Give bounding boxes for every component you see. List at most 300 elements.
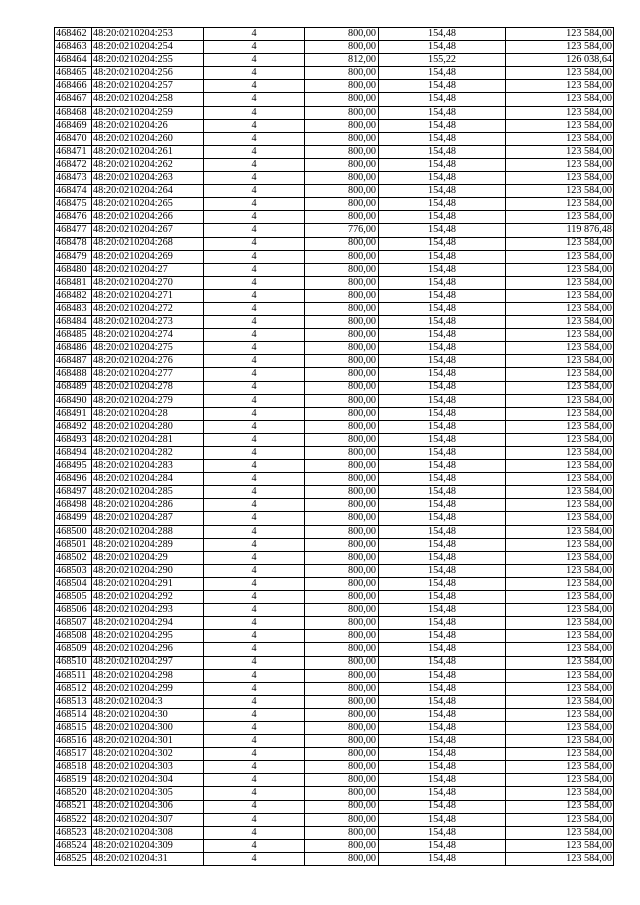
table-row (55, 381, 614, 394)
table-row (55, 708, 614, 721)
rate-cell: 154,48 (379, 381, 506, 394)
total-value-cell: 123 584,00 (506, 551, 614, 564)
category-cell: 4 (204, 316, 305, 329)
record-id-cell: 468473 (55, 172, 92, 185)
cadastral-number-cell: 48:20:0210204:31 (92, 852, 204, 865)
cadastral-number-cell: 48:20:0210204:282 (92, 447, 204, 460)
category-cell: 4 (204, 368, 305, 381)
record-id-cell: 468481 (55, 276, 92, 289)
category-cell: 4 (204, 787, 305, 800)
rate-cell: 154,48 (379, 407, 506, 420)
total-value-cell: 123 584,00 (506, 394, 614, 407)
table-row (55, 329, 614, 342)
rate-cell: 154,48 (379, 132, 506, 145)
total-value-cell: 123 584,00 (506, 604, 614, 617)
category-cell: 4 (204, 237, 305, 250)
total-value-cell: 123 584,00 (506, 800, 614, 813)
table-row (55, 577, 614, 590)
total-value-cell: 123 584,00 (506, 250, 614, 263)
table-row (55, 839, 614, 852)
cadastral-number-cell: 48:20:0210204:309 (92, 839, 204, 852)
category-cell: 4 (204, 67, 305, 80)
table-row (55, 276, 614, 289)
cadastral-number-cell: 48:20:0210204:254 (92, 41, 204, 54)
record-id-cell: 468490 (55, 394, 92, 407)
area-cell: 800,00 (305, 250, 379, 263)
area-cell: 800,00 (305, 852, 379, 865)
rate-cell: 154,48 (379, 355, 506, 368)
rate-cell: 154,48 (379, 774, 506, 787)
record-id-cell: 468497 (55, 486, 92, 499)
record-id-cell: 468518 (55, 761, 92, 774)
table-row (55, 695, 614, 708)
rate-cell: 154,48 (379, 813, 506, 826)
cadastral-number-cell: 48:20:0210204:265 (92, 198, 204, 211)
rate-cell: 154,48 (379, 656, 506, 669)
record-id-cell: 468494 (55, 447, 92, 460)
category-cell: 4 (204, 460, 305, 473)
table-row (55, 682, 614, 695)
rate-cell: 154,48 (379, 237, 506, 250)
area-cell: 800,00 (305, 316, 379, 329)
table-row (55, 289, 614, 302)
area-cell: 800,00 (305, 41, 379, 54)
category-cell: 4 (204, 813, 305, 826)
category-cell: 4 (204, 198, 305, 211)
record-id-cell: 468520 (55, 787, 92, 800)
rate-cell: 154,48 (379, 420, 506, 433)
record-id-cell: 468486 (55, 342, 92, 355)
record-id-cell: 468519 (55, 774, 92, 787)
total-value-cell: 123 584,00 (506, 564, 614, 577)
table-row (55, 617, 614, 630)
total-value-cell: 123 584,00 (506, 329, 614, 342)
rate-cell: 154,48 (379, 433, 506, 446)
record-id-cell: 468477 (55, 224, 92, 237)
area-cell: 800,00 (305, 538, 379, 551)
total-value-cell: 123 584,00 (506, 368, 614, 381)
category-cell: 4 (204, 355, 305, 368)
record-id-cell: 468517 (55, 748, 92, 761)
record-id-cell: 468491 (55, 407, 92, 420)
table-row (55, 643, 614, 656)
record-id-cell: 468484 (55, 316, 92, 329)
rate-cell: 155,22 (379, 54, 506, 67)
category-cell: 4 (204, 250, 305, 263)
category-cell: 4 (204, 119, 305, 132)
category-cell: 4 (204, 211, 305, 224)
category-cell: 4 (204, 591, 305, 604)
category-cell: 4 (204, 852, 305, 865)
rate-cell: 154,48 (379, 525, 506, 538)
table-row (55, 67, 614, 80)
category-cell: 4 (204, 551, 305, 564)
cadastral-number-cell: 48:20:0210204:291 (92, 577, 204, 590)
cadastral-number-cell: 48:20:0210204:304 (92, 774, 204, 787)
record-id-cell: 468482 (55, 289, 92, 302)
table-row (55, 224, 614, 237)
table-body (55, 28, 614, 866)
table-row (55, 512, 614, 525)
category-cell: 4 (204, 669, 305, 682)
table-row (55, 119, 614, 132)
total-value-cell: 123 584,00 (506, 407, 614, 420)
cadastral-number-cell: 48:20:0210204:266 (92, 211, 204, 224)
total-value-cell: 123 584,00 (506, 28, 614, 41)
record-id-cell: 468501 (55, 538, 92, 551)
category-cell: 4 (204, 172, 305, 185)
category-cell: 4 (204, 839, 305, 852)
area-cell: 800,00 (305, 787, 379, 800)
category-cell: 4 (204, 774, 305, 787)
category-cell: 4 (204, 721, 305, 734)
table-row (55, 158, 614, 171)
category-cell: 4 (204, 735, 305, 748)
area-cell: 800,00 (305, 695, 379, 708)
area-cell: 800,00 (305, 682, 379, 695)
area-cell: 800,00 (305, 577, 379, 590)
total-value-cell: 123 584,00 (506, 630, 614, 643)
area-cell: 812,00 (305, 54, 379, 67)
table-row (55, 263, 614, 276)
record-id-cell: 468493 (55, 433, 92, 446)
table-row (55, 368, 614, 381)
category-cell: 4 (204, 656, 305, 669)
record-id-cell: 468510 (55, 656, 92, 669)
cadastral-number-cell: 48:20:0210204:260 (92, 132, 204, 145)
total-value-cell: 123 584,00 (506, 761, 614, 774)
rate-cell: 154,48 (379, 185, 506, 198)
table-row (55, 316, 614, 329)
category-cell: 4 (204, 617, 305, 630)
rate-cell: 154,48 (379, 630, 506, 643)
rate-cell: 154,48 (379, 93, 506, 106)
table-row (55, 761, 614, 774)
record-id-cell: 468480 (55, 263, 92, 276)
area-cell: 800,00 (305, 407, 379, 420)
category-cell: 4 (204, 447, 305, 460)
table-row (55, 656, 614, 669)
area-cell: 800,00 (305, 420, 379, 433)
cadastral-number-cell: 48:20:0210204:285 (92, 486, 204, 499)
cadastral-number-cell: 48:20:0210204:306 (92, 800, 204, 813)
total-value-cell: 123 584,00 (506, 302, 614, 315)
rate-cell: 154,48 (379, 787, 506, 800)
table-row (55, 250, 614, 263)
area-cell: 800,00 (305, 800, 379, 813)
rate-cell: 154,48 (379, 604, 506, 617)
total-value-cell: 123 584,00 (506, 132, 614, 145)
rate-cell: 154,48 (379, 460, 506, 473)
rate-cell: 154,48 (379, 316, 506, 329)
total-value-cell: 123 584,00 (506, 721, 614, 734)
record-id-cell: 468470 (55, 132, 92, 145)
total-value-cell: 119 876,48 (506, 224, 614, 237)
rate-cell: 154,48 (379, 499, 506, 512)
rate-cell: 154,48 (379, 826, 506, 839)
category-cell: 4 (204, 407, 305, 420)
record-id-cell: 468503 (55, 564, 92, 577)
rate-cell: 154,48 (379, 551, 506, 564)
area-cell: 800,00 (305, 708, 379, 721)
rate-cell: 154,48 (379, 28, 506, 41)
category-cell: 4 (204, 276, 305, 289)
total-value-cell: 123 584,00 (506, 499, 614, 512)
rate-cell: 154,48 (379, 329, 506, 342)
record-id-cell: 468522 (55, 813, 92, 826)
table-row (55, 394, 614, 407)
total-value-cell: 123 584,00 (506, 237, 614, 250)
record-id-cell: 468483 (55, 302, 92, 315)
category-cell: 4 (204, 826, 305, 839)
record-id-cell: 468466 (55, 80, 92, 93)
table-row (55, 420, 614, 433)
total-value-cell: 123 584,00 (506, 656, 614, 669)
table-row (55, 106, 614, 119)
rate-cell: 154,48 (379, 41, 506, 54)
area-cell: 800,00 (305, 342, 379, 355)
record-id-cell: 468479 (55, 250, 92, 263)
rate-cell: 154,48 (379, 538, 506, 551)
cadastral-number-cell: 48:20:0210204:283 (92, 460, 204, 473)
area-cell: 800,00 (305, 276, 379, 289)
cadastral-number-cell: 48:20:0210204:274 (92, 329, 204, 342)
total-value-cell: 123 584,00 (506, 617, 614, 630)
cadastral-number-cell: 48:20:0210204:3 (92, 695, 204, 708)
table-row (55, 80, 614, 93)
total-value-cell: 123 584,00 (506, 447, 614, 460)
record-id-cell: 468464 (55, 54, 92, 67)
total-value-cell: 123 584,00 (506, 119, 614, 132)
rate-cell: 154,48 (379, 486, 506, 499)
record-id-cell: 468471 (55, 145, 92, 158)
area-cell: 800,00 (305, 761, 379, 774)
total-value-cell: 123 584,00 (506, 67, 614, 80)
cadastral-number-cell: 48:20:0210204:261 (92, 145, 204, 158)
total-value-cell: 123 584,00 (506, 695, 614, 708)
rate-cell: 154,48 (379, 695, 506, 708)
category-cell: 4 (204, 708, 305, 721)
area-cell: 800,00 (305, 198, 379, 211)
cadastral-number-cell: 48:20:0210204:269 (92, 250, 204, 263)
rate-cell: 154,48 (379, 67, 506, 80)
total-value-cell: 123 584,00 (506, 276, 614, 289)
record-id-cell: 468492 (55, 420, 92, 433)
table-row (55, 198, 614, 211)
cadastral-number-cell: 48:20:0210204:305 (92, 787, 204, 800)
area-cell: 800,00 (305, 237, 379, 250)
table-row (55, 564, 614, 577)
rate-cell: 154,48 (379, 263, 506, 276)
rate-cell: 154,48 (379, 158, 506, 171)
rate-cell: 154,48 (379, 368, 506, 381)
record-id-cell: 468474 (55, 185, 92, 198)
area-cell: 800,00 (305, 735, 379, 748)
area-cell: 800,00 (305, 551, 379, 564)
category-cell: 4 (204, 54, 305, 67)
cadastral-number-cell: 48:20:0210204:275 (92, 342, 204, 355)
rate-cell: 154,48 (379, 447, 506, 460)
record-id-cell: 468502 (55, 551, 92, 564)
total-value-cell: 123 584,00 (506, 735, 614, 748)
record-id-cell: 468506 (55, 604, 92, 617)
cadastral-number-cell: 48:20:0210204:307 (92, 813, 204, 826)
record-id-cell: 468504 (55, 577, 92, 590)
category-cell: 4 (204, 28, 305, 41)
cadastral-number-cell: 48:20:0210204:290 (92, 564, 204, 577)
rate-cell: 154,48 (379, 643, 506, 656)
total-value-cell: 123 584,00 (506, 538, 614, 551)
cadastral-number-cell: 48:20:0210204:300 (92, 721, 204, 734)
category-cell: 4 (204, 342, 305, 355)
category-cell: 4 (204, 381, 305, 394)
table-row (55, 735, 614, 748)
cadastral-number-cell: 48:20:0210204:279 (92, 394, 204, 407)
table-row (55, 132, 614, 145)
cadastral-number-cell: 48:20:0210204:263 (92, 172, 204, 185)
cadastral-number-cell: 48:20:0210204:256 (92, 67, 204, 80)
area-cell: 800,00 (305, 263, 379, 276)
table-row (55, 447, 614, 460)
cadastral-number-cell: 48:20:0210204:259 (92, 106, 204, 119)
category-cell: 4 (204, 525, 305, 538)
rate-cell: 154,48 (379, 591, 506, 604)
cadastral-number-cell: 48:20:0210204:27 (92, 263, 204, 276)
area-cell: 800,00 (305, 368, 379, 381)
cadastral-number-cell: 48:20:0210204:302 (92, 748, 204, 761)
area-cell: 800,00 (305, 28, 379, 41)
area-cell: 800,00 (305, 447, 379, 460)
total-value-cell: 123 584,00 (506, 433, 614, 446)
total-value-cell: 123 584,00 (506, 682, 614, 695)
area-cell: 800,00 (305, 158, 379, 171)
rate-cell: 154,48 (379, 342, 506, 355)
table-row (55, 669, 614, 682)
record-id-cell: 468468 (55, 106, 92, 119)
record-id-cell: 468495 (55, 460, 92, 473)
rate-cell: 154,48 (379, 748, 506, 761)
cadastral-number-cell: 48:20:0210204:299 (92, 682, 204, 695)
rate-cell: 154,48 (379, 564, 506, 577)
record-id-cell: 468496 (55, 473, 92, 486)
table-row (55, 460, 614, 473)
rate-cell: 154,48 (379, 512, 506, 525)
area-cell: 800,00 (305, 132, 379, 145)
cadastral-number-cell: 48:20:0210204:30 (92, 708, 204, 721)
table-row (55, 473, 614, 486)
cadastral-number-cell: 48:20:0210204:278 (92, 381, 204, 394)
record-id-cell: 468525 (55, 852, 92, 865)
total-value-cell: 123 584,00 (506, 813, 614, 826)
category-cell: 4 (204, 512, 305, 525)
area-cell: 800,00 (305, 617, 379, 630)
cadastral-number-cell: 48:20:0210204:272 (92, 302, 204, 315)
cadastral-number-cell: 48:20:0210204:294 (92, 617, 204, 630)
cadastral-number-cell: 48:20:0210204:284 (92, 473, 204, 486)
cadastral-number-cell: 48:20:0210204:262 (92, 158, 204, 171)
area-cell: 800,00 (305, 172, 379, 185)
total-value-cell: 123 584,00 (506, 158, 614, 171)
area-cell: 776,00 (305, 224, 379, 237)
area-cell: 800,00 (305, 119, 379, 132)
area-cell: 800,00 (305, 67, 379, 80)
cadastral-number-cell: 48:20:0210204:268 (92, 237, 204, 250)
cadastral-number-cell: 48:20:0210204:270 (92, 276, 204, 289)
table-row (55, 237, 614, 250)
category-cell: 4 (204, 695, 305, 708)
rate-cell: 154,48 (379, 211, 506, 224)
rate-cell: 154,48 (379, 106, 506, 119)
cadastral-number-cell: 48:20:0210204:308 (92, 826, 204, 839)
area-cell: 800,00 (305, 604, 379, 617)
total-value-cell: 123 584,00 (506, 708, 614, 721)
record-id-cell: 468462 (55, 28, 92, 41)
area-cell: 800,00 (305, 93, 379, 106)
rate-cell: 154,48 (379, 394, 506, 407)
area-cell: 800,00 (305, 643, 379, 656)
record-id-cell: 468514 (55, 708, 92, 721)
table-row (55, 852, 614, 865)
cadastral-number-cell: 48:20:0210204:295 (92, 630, 204, 643)
table-row (55, 721, 614, 734)
area-cell: 800,00 (305, 185, 379, 198)
cadastral-number-cell: 48:20:0210204:289 (92, 538, 204, 551)
area-cell: 800,00 (305, 211, 379, 224)
rate-cell: 154,48 (379, 800, 506, 813)
category-cell: 4 (204, 486, 305, 499)
area-cell: 800,00 (305, 80, 379, 93)
table-row (55, 486, 614, 499)
record-id-cell: 468516 (55, 735, 92, 748)
category-cell: 4 (204, 106, 305, 119)
cadastral-number-cell: 48:20:0210204:292 (92, 591, 204, 604)
category-cell: 4 (204, 800, 305, 813)
cadastral-number-cell: 48:20:0210204:26 (92, 119, 204, 132)
record-id-cell: 468505 (55, 591, 92, 604)
total-value-cell: 123 584,00 (506, 93, 614, 106)
table-row (55, 800, 614, 813)
category-cell: 4 (204, 263, 305, 276)
table-row (55, 787, 614, 800)
category-cell: 4 (204, 132, 305, 145)
total-value-cell: 123 584,00 (506, 774, 614, 787)
category-cell: 4 (204, 761, 305, 774)
area-cell: 800,00 (305, 329, 379, 342)
cadastral-number-cell: 48:20:0210204:273 (92, 316, 204, 329)
record-id-cell: 468487 (55, 355, 92, 368)
total-value-cell: 123 584,00 (506, 852, 614, 865)
table-row (55, 604, 614, 617)
record-id-cell: 468489 (55, 381, 92, 394)
cadastral-number-cell: 48:20:0210204:301 (92, 735, 204, 748)
rate-cell: 154,48 (379, 669, 506, 682)
total-value-cell: 123 584,00 (506, 591, 614, 604)
record-id-cell: 468465 (55, 67, 92, 80)
rate-cell: 154,48 (379, 852, 506, 865)
record-id-cell: 468475 (55, 198, 92, 211)
record-id-cell: 468467 (55, 93, 92, 106)
cadastral-number-cell: 48:20:0210204:253 (92, 28, 204, 41)
rate-cell: 154,48 (379, 172, 506, 185)
total-value-cell: 123 584,00 (506, 473, 614, 486)
total-value-cell: 123 584,00 (506, 643, 614, 656)
record-id-cell: 468523 (55, 826, 92, 839)
total-value-cell: 123 584,00 (506, 342, 614, 355)
cadastral-number-cell: 48:20:0210204:297 (92, 656, 204, 669)
category-cell: 4 (204, 145, 305, 158)
cadastral-number-cell: 48:20:0210204:258 (92, 93, 204, 106)
record-id-cell: 468488 (55, 368, 92, 381)
